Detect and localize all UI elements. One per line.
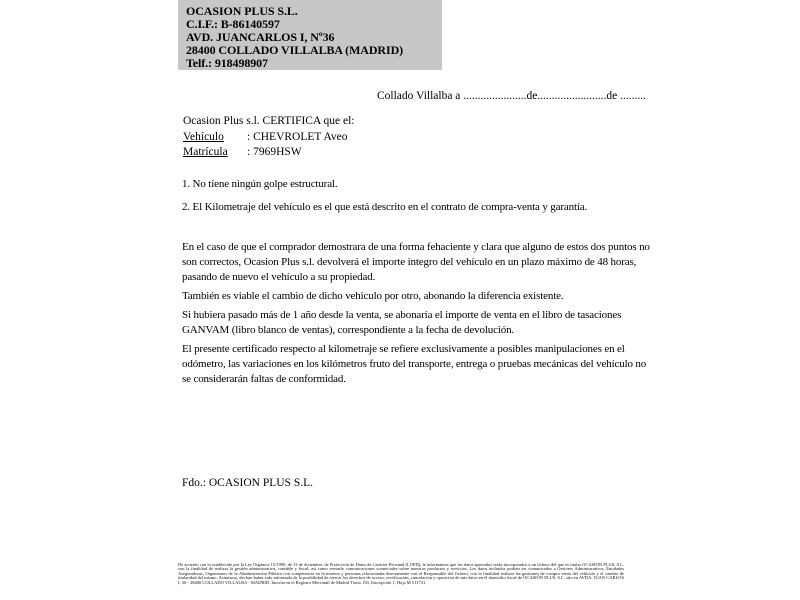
point-1: 1. No tiene ningún golpe estructural.	[182, 178, 338, 190]
company-city: 28400 COLLADO VILLALBA (MADRID)	[186, 43, 404, 57]
company-cif: C.I.F.: B-86140597	[186, 17, 280, 31]
company-phone: Telf.: 918498907	[186, 56, 268, 70]
paragraph-exchange: También es viable el cambio de dicho vehiculo por otro, abonando la diferencia existente.	[182, 290, 564, 302]
legal-fine-print: De acuerdo con lo establecido por la Ley Orgánica 15/1999, de 13 de diciembre, de Protección de Datos de Carácter Personal (LOPD), le informamos que los datos aportados serán incorporados a un fichero del que es titular OCASION PLUS, S.L. con la finalidad de realizar la gestión administrativa, contable y fiscal, así como enviarle comunicaciones comerciales sobre nuestros productos y servicios. Los datos incluidos podrán ser comunicados a Gestores Administrativos, Entidades Aseguradoras, Organismos de la Administración Pública con competencia en la materia y personas relacionadas directamente con el Responsable del fichero, con la finalidad realizar las gestiones de compra venta del vehículo y el cambio de titularidad del mismo. Asimismo, declaro haber sido informado de la posibilidad de ejercer los derechos de acceso, rectificación, cancelación y oposición de mis datos en el domicilio fiscal de OCASIÓN PLUS, S.L. sito en AVDA. JUAN CARLOS I, 36 - 28400 COLLADO VILLALBA - MADRID. Inscrita en el Registro Mercantil de Madrid Tomo 150, Inscripción 1, Hoja M 511731.	[178, 562, 624, 585]
certification-block	[183, 114, 355, 161]
certifies-intro: Ocasion Plus s.l. CERTIFICA que el:	[183, 115, 355, 127]
paragraph-refund: En el caso de que el comprador demostrara de una forma fehaciente y clara que alguno de estos dos puntos no son correctos, Ocasion Plus s.l. devolverá el importe integro del vehículo en un plazo máximo de 48 horas, pasando de nuevo el vehículo a su propiedad.	[182, 241, 650, 283]
paragraph-ganvam: Si hubiera pasado más de 1 año desde la venta, se abonaría el importe de venta en el libro de tasaciones GANVAM (libro blanco de ventas), correspondiente a la fecha de devolución.	[182, 309, 622, 336]
date-line: Collado Villalba a ......................de........................de .........	[377, 90, 646, 102]
point-2: 2. El Kilometraje del vehículo es el que está descrito en el contrato de compra-venta y garantía.	[182, 201, 588, 213]
paragraph-odometer: El presente certificado respecto al kilometraje se refiere exclusivamente a posibles manipulaciones en el odómetro, las variaciones en los kilómetros fruto del transporte, entrega o pruebas mecánicas del vehículo no se considerarán faltas de conformidad.	[182, 343, 647, 385]
plate-label: Matrícula	[183, 146, 228, 158]
company-name: OCASION PLUS S.L.	[186, 4, 298, 18]
plate-line	[183, 145, 355, 161]
company-header-box	[178, 0, 442, 70]
vehicle-value: : CHEVROLET Aveo	[247, 130, 348, 143]
vehicle-label: Vehículo	[183, 130, 224, 143]
plate-value: : 7969HSW	[247, 146, 302, 158]
terms-paragraphs	[182, 240, 654, 387]
vehicle-line	[183, 130, 355, 146]
certified-points	[182, 177, 654, 215]
company-address: AVD. JUANCARLOS I, Nº36	[186, 30, 335, 44]
signature-line: Fdo.: OCASION PLUS S.L.	[182, 477, 313, 489]
